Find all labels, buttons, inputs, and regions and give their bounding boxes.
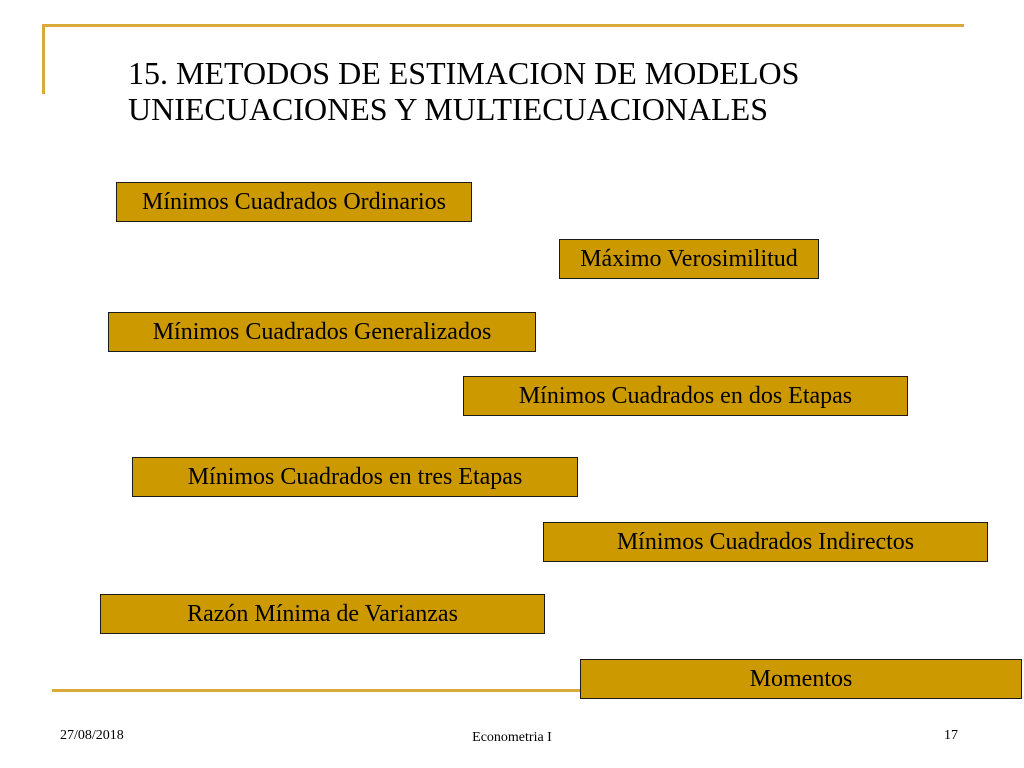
- method-box-least-variance-ratio: Razón Mínima de Varianzas: [100, 594, 545, 634]
- method-box-generalized-least-squares: Mínimos Cuadrados Generalizados: [108, 312, 536, 352]
- slide-title-line-1: 15. METODOS DE ESTIMACION DE MODELOS: [128, 55, 800, 91]
- method-box-two-stage-least-squares: Mínimos Cuadrados en dos Etapas: [463, 376, 908, 416]
- left-accent-rule: [42, 24, 45, 94]
- method-box-indirect-least-squares: Mínimos Cuadrados Indirectos: [543, 522, 988, 562]
- footer-page-number: 17: [944, 728, 958, 743]
- footer-date: 27/08/2018: [60, 728, 124, 743]
- method-box-maximum-likelihood: Máximo Verosimilitud: [559, 239, 819, 279]
- bottom-accent-rule: [52, 689, 632, 692]
- method-box-moments: Momentos: [580, 659, 1022, 699]
- slide-title: [128, 55, 988, 127]
- slide-title-line-2: UNIECUACIONES Y MULTIECUACIONALES: [128, 91, 768, 127]
- top-accent-rule: [42, 24, 964, 27]
- footer-course-title: Econometria I: [472, 730, 552, 745]
- method-box-three-stage-least-squares: Mínimos Cuadrados en tres Etapas: [132, 457, 578, 497]
- method-box-ordinary-least-squares: Mínimos Cuadrados Ordinarios: [116, 182, 472, 222]
